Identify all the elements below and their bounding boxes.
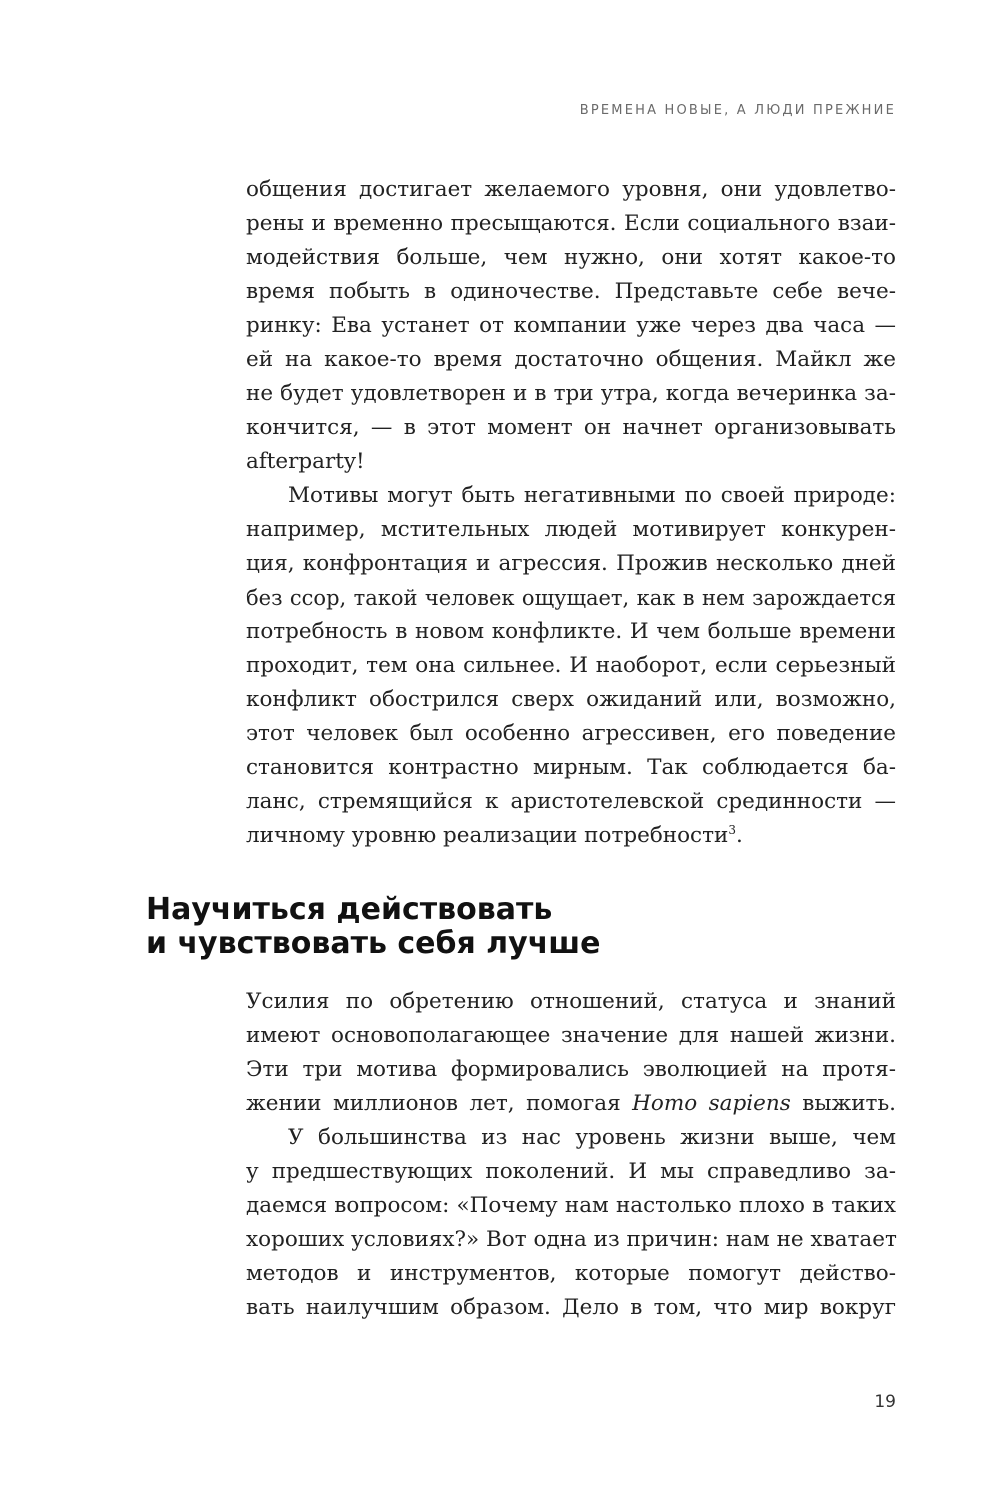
- text-line: без ссор, такой человек ощущает, как в нем зарождается: [246, 586, 896, 610]
- body-text-section-2: [246, 985, 896, 1325]
- text-line: имеют основополагающее значение для нашей жизни.: [246, 1023, 896, 1048]
- text-line: у предшествующих поколений. И мы справедливо за-: [246, 1159, 896, 1184]
- heading-line: и чувствовать себя лучше: [146, 926, 601, 961]
- paragraph-end-line: [246, 819, 896, 853]
- body-text-section-1: [246, 173, 896, 853]
- text-line: не будет удовлетворен и в три утра, когда вечеринка за-: [246, 381, 896, 406]
- text-line: ей на какое-то время достаточно общения. Майкл же: [246, 347, 896, 372]
- text-line: например, мстительных людей мотивирует конкурен-: [246, 517, 896, 542]
- text-line: становится контрастно мирным. Так соблюдается ба-: [246, 755, 896, 780]
- text-line: кончится, — в этот момент он начнет организовывать: [246, 415, 896, 440]
- text-line: вать наилучшим образом. Дело в том, что мир вокруг: [246, 1295, 896, 1320]
- text-line: общения достигает желаемого уровня, они удовлетво-: [246, 177, 896, 202]
- text-line: [246, 1087, 896, 1121]
- page-number: 19: [874, 1392, 896, 1412]
- text-fragment: жении миллионов лет, помогая: [246, 1091, 633, 1116]
- text-line: хороших условиях?» Вот одна из причин: нам не хватает: [246, 1227, 897, 1252]
- text-fragment: личному уровню реализации потребности: [246, 823, 729, 848]
- paragraph-first-line: Мотивы могут быть негативными по своей природе:: [288, 483, 896, 508]
- text-line: ция, конфронтация и агрессия. Прожив несколько дней: [246, 551, 896, 576]
- text-fragment: .: [735, 823, 743, 848]
- section-heading: [146, 893, 601, 961]
- paragraph-first-line: У большинства из нас уровень жизни выше, чем: [288, 1125, 896, 1150]
- text-line: рены и временно пресыщаются. Если социального взаи-: [246, 211, 896, 236]
- heading-line: Научиться действовать: [146, 892, 553, 927]
- text-line: даемся вопросом: «Почему нам настолько плохо в таких: [246, 1193, 896, 1218]
- text-fragment: выжить.: [790, 1091, 896, 1116]
- text-line: проходит, тем она сильнее. И наоборот, если серьезный: [246, 653, 896, 678]
- text-line: модействия больше, чем нужно, они хотят какое-то: [246, 245, 896, 270]
- text-line: ринку: Ева устанет от компании уже через два часа —: [246, 313, 896, 338]
- footnote-reference[interactable]: 3: [728, 823, 736, 837]
- text-line: конфликт обострился сверх ожиданий или, возможно,: [246, 687, 896, 712]
- text-line: методов и инструментов, которые помогут действо-: [246, 1261, 896, 1286]
- paragraph-end-line: afterparty!: [246, 449, 365, 474]
- text-line: Усилия по обретению отношений, статуса и знаний: [246, 989, 896, 1014]
- text-line: Эти три мотива формировались эволюцией на протя-: [246, 1057, 896, 1082]
- text-line: время побыть в одиночестве. Представьте себе вече-: [246, 279, 896, 304]
- text-line: потребность в новом конфликте. И чем больше времени: [246, 619, 896, 644]
- italic-term: Homo sapiens: [632, 1091, 791, 1116]
- text-line: этот человек был особенно агрессивен, его поведение: [246, 721, 896, 746]
- text-line: ланс, стремящийся к аристотелевской срединности —: [246, 789, 896, 814]
- running-head: ВРЕМЕНА НОВЫЕ, А ЛЮДИ ПРЕЖНИЕ: [579, 103, 896, 118]
